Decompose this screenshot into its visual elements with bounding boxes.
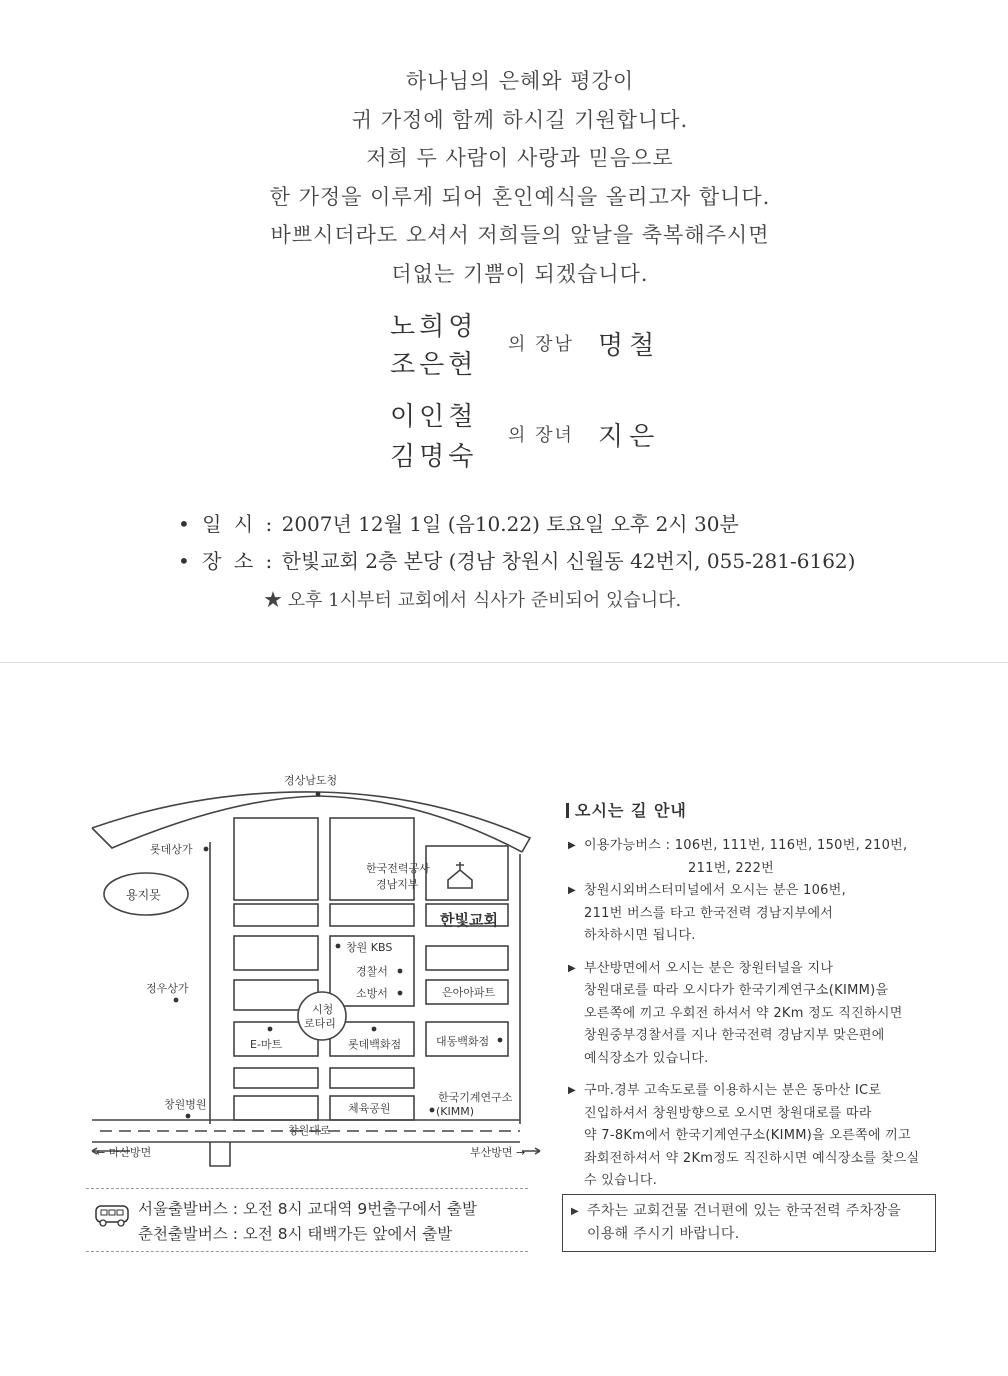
label-emart: E-마트 bbox=[250, 1038, 283, 1051]
map-block bbox=[234, 904, 318, 926]
label-lotte-dept: 롯데백화점 bbox=[348, 1038, 402, 1051]
greeting-line: 귀 가정에 함께 하시길 기원합니다. bbox=[351, 107, 689, 132]
marker-dot bbox=[204, 847, 209, 852]
marker-dot bbox=[316, 792, 321, 797]
parking-line: 주차는 교회건물 건너편에 있는 한국전력 주차장을 bbox=[587, 1203, 902, 1219]
label-kbs: 창원 KBS bbox=[346, 941, 393, 954]
label-main-road: 창원대로 bbox=[288, 1124, 331, 1137]
arrow-icon: ▶ bbox=[571, 1206, 579, 1217]
label-police: 경찰서 bbox=[356, 965, 388, 978]
label-rotary: 로타리 bbox=[304, 1017, 336, 1030]
label-kimm: 한국기계연구소 bbox=[438, 1091, 513, 1104]
parking-notice bbox=[562, 1194, 936, 1252]
marker-dot bbox=[398, 991, 403, 996]
seoul-bus: 서울출발버스 : 오전 8시 교대역 9번출구에서 출발 bbox=[138, 1200, 477, 1218]
map-block bbox=[234, 936, 318, 970]
parking-line: 이용해 주시기 바랍니다. bbox=[587, 1226, 740, 1242]
marker-dot bbox=[268, 1027, 273, 1032]
map-block bbox=[426, 846, 508, 900]
label-eun-apt: 은아아파트 bbox=[442, 986, 496, 999]
map-block bbox=[234, 818, 318, 900]
map-block bbox=[330, 904, 414, 926]
marker-dot bbox=[336, 944, 341, 949]
label-gyeongnam-office: 경상남도청 bbox=[284, 774, 338, 787]
map-block bbox=[330, 1068, 414, 1088]
label-kimm-abbr: (KIMM) bbox=[436, 1105, 475, 1118]
groom-name: 명철 bbox=[598, 331, 661, 361]
bus-icon bbox=[94, 1203, 130, 1229]
cross-icon bbox=[456, 862, 464, 870]
arrow-icon: ▶ bbox=[568, 885, 576, 896]
date-label: • 일 시 : bbox=[178, 512, 276, 536]
label-lotte-mall: 롯데상가 bbox=[150, 843, 193, 856]
directions-item: ▶ 구마.경부 고속도로를 이용하시는 분은 동마산 IC로 진입하셔서 창원방향으로 오시면 창원대로를 따라 약 7-8Km에서 한국기계연구소(KIMM)을 오른쪽에 끼고 좌회전하셔서 약 2Km정도 직진하시면 예식장소를 찾으실 수 있습니다. bbox=[566, 1080, 966, 1193]
label-yongji-pond: 용지못 bbox=[126, 888, 161, 902]
groom-relation: 의 장남 bbox=[508, 334, 574, 355]
marker-dot bbox=[186, 1114, 191, 1119]
label-jeongwoo: 정우상가 bbox=[146, 982, 189, 995]
marker-dot bbox=[174, 998, 179, 1003]
groom-father: 노희영 bbox=[390, 312, 478, 342]
place-value: 한빛교회 2층 본당 (경남 창원시 신월동 42번지, 055-281-6162) bbox=[281, 549, 856, 573]
label-hospital: 창원병원 bbox=[164, 1098, 207, 1111]
bus-info bbox=[86, 1188, 528, 1252]
marker-dot bbox=[430, 1108, 435, 1113]
church-icon bbox=[448, 870, 472, 888]
greeting-line: 더없는 기쁨이 되겠습니다. bbox=[391, 261, 649, 286]
label-daedong: 대동백화점 bbox=[436, 1035, 490, 1048]
map-block bbox=[234, 1096, 318, 1120]
directions-item: ▶ 부산방면에서 오시는 분은 창원터널을 지나 창원대로를 따라 오시다가 한국기계연구소(KIMM)을 오른쪽에 끼고 우회전 하셔서 약 2Km 정도 직진하시면 창원중부경찰서를 지나 한국전력 경남지부 맞은편에 예식장소가 있습니다. bbox=[566, 958, 966, 1071]
bride-mother: 김명숙 bbox=[390, 442, 478, 472]
label-masan: ← 마산방면 bbox=[96, 1146, 152, 1159]
bride-name: 지은 bbox=[598, 422, 661, 452]
directions-item: ▶ 이용가능버스 : 106번, 111번, 116번, 150번, 210번, 211번, 222번 bbox=[566, 835, 966, 880]
date-value: 2007년 12월 1일 (음10.22) 토요일 오후 2시 30분 bbox=[281, 512, 739, 536]
label-kepco-2: 경남지부 bbox=[376, 878, 419, 891]
directions-title: 오시는 길 안내 bbox=[566, 798, 966, 821]
label-kepco-1: 한국전력공사 bbox=[366, 862, 430, 875]
marker-dot bbox=[372, 1027, 377, 1032]
chuncheon-bus: 춘천출발버스 : 오전 8시 태백가든 앞에서 출발 bbox=[138, 1225, 453, 1243]
marker-dot bbox=[398, 969, 403, 974]
bride-relation: 의 장녀 bbox=[508, 425, 574, 446]
label-city-hall: 시청 bbox=[312, 1003, 334, 1016]
arrow-icon: ▶ bbox=[568, 840, 576, 851]
bride-father: 이인철 bbox=[390, 402, 478, 432]
map-block bbox=[234, 1068, 318, 1088]
place-label: • 장 소 : bbox=[178, 549, 276, 573]
label-gym: 체육공원 bbox=[348, 1102, 391, 1115]
directions-item: ▶ 창원시외버스터미널에서 오시는 분은 106번, 211번 버스를 타고 한국전력 경남지부에서 하차하시면 됩니다. bbox=[566, 880, 966, 948]
arrow-icon: ▶ bbox=[568, 1085, 576, 1096]
meal-note: ★ 오후 1시부터 교회에서 식사가 준비되어 있습니다. bbox=[264, 590, 682, 611]
map-block bbox=[426, 946, 508, 970]
city-hall-rotary bbox=[298, 992, 346, 1040]
label-busan: 부산방면 → bbox=[470, 1146, 526, 1159]
label-fire-station: 소방서 bbox=[356, 987, 388, 1000]
greeting-line: 저희 두 사람이 사랑과 믿음으로 bbox=[366, 146, 674, 170]
label-church: 한빛교회 bbox=[440, 911, 498, 929]
groom-mother: 조은현 bbox=[390, 350, 478, 380]
greeting-line: 바쁘시더라도 오셔서 저희들의 앞날을 축복해주시면 bbox=[270, 223, 770, 247]
arrow-icon: ▶ bbox=[568, 962, 576, 974]
greeting-line: 한 가정을 이루게 되어 혼인예식을 올리고자 합니다. bbox=[269, 184, 771, 209]
greeting-line: 하나님의 은혜와 평강이 bbox=[405, 69, 635, 93]
marker-dot bbox=[498, 1038, 503, 1043]
map-road bbox=[210, 1142, 230, 1166]
directions-panel bbox=[566, 798, 966, 1193]
